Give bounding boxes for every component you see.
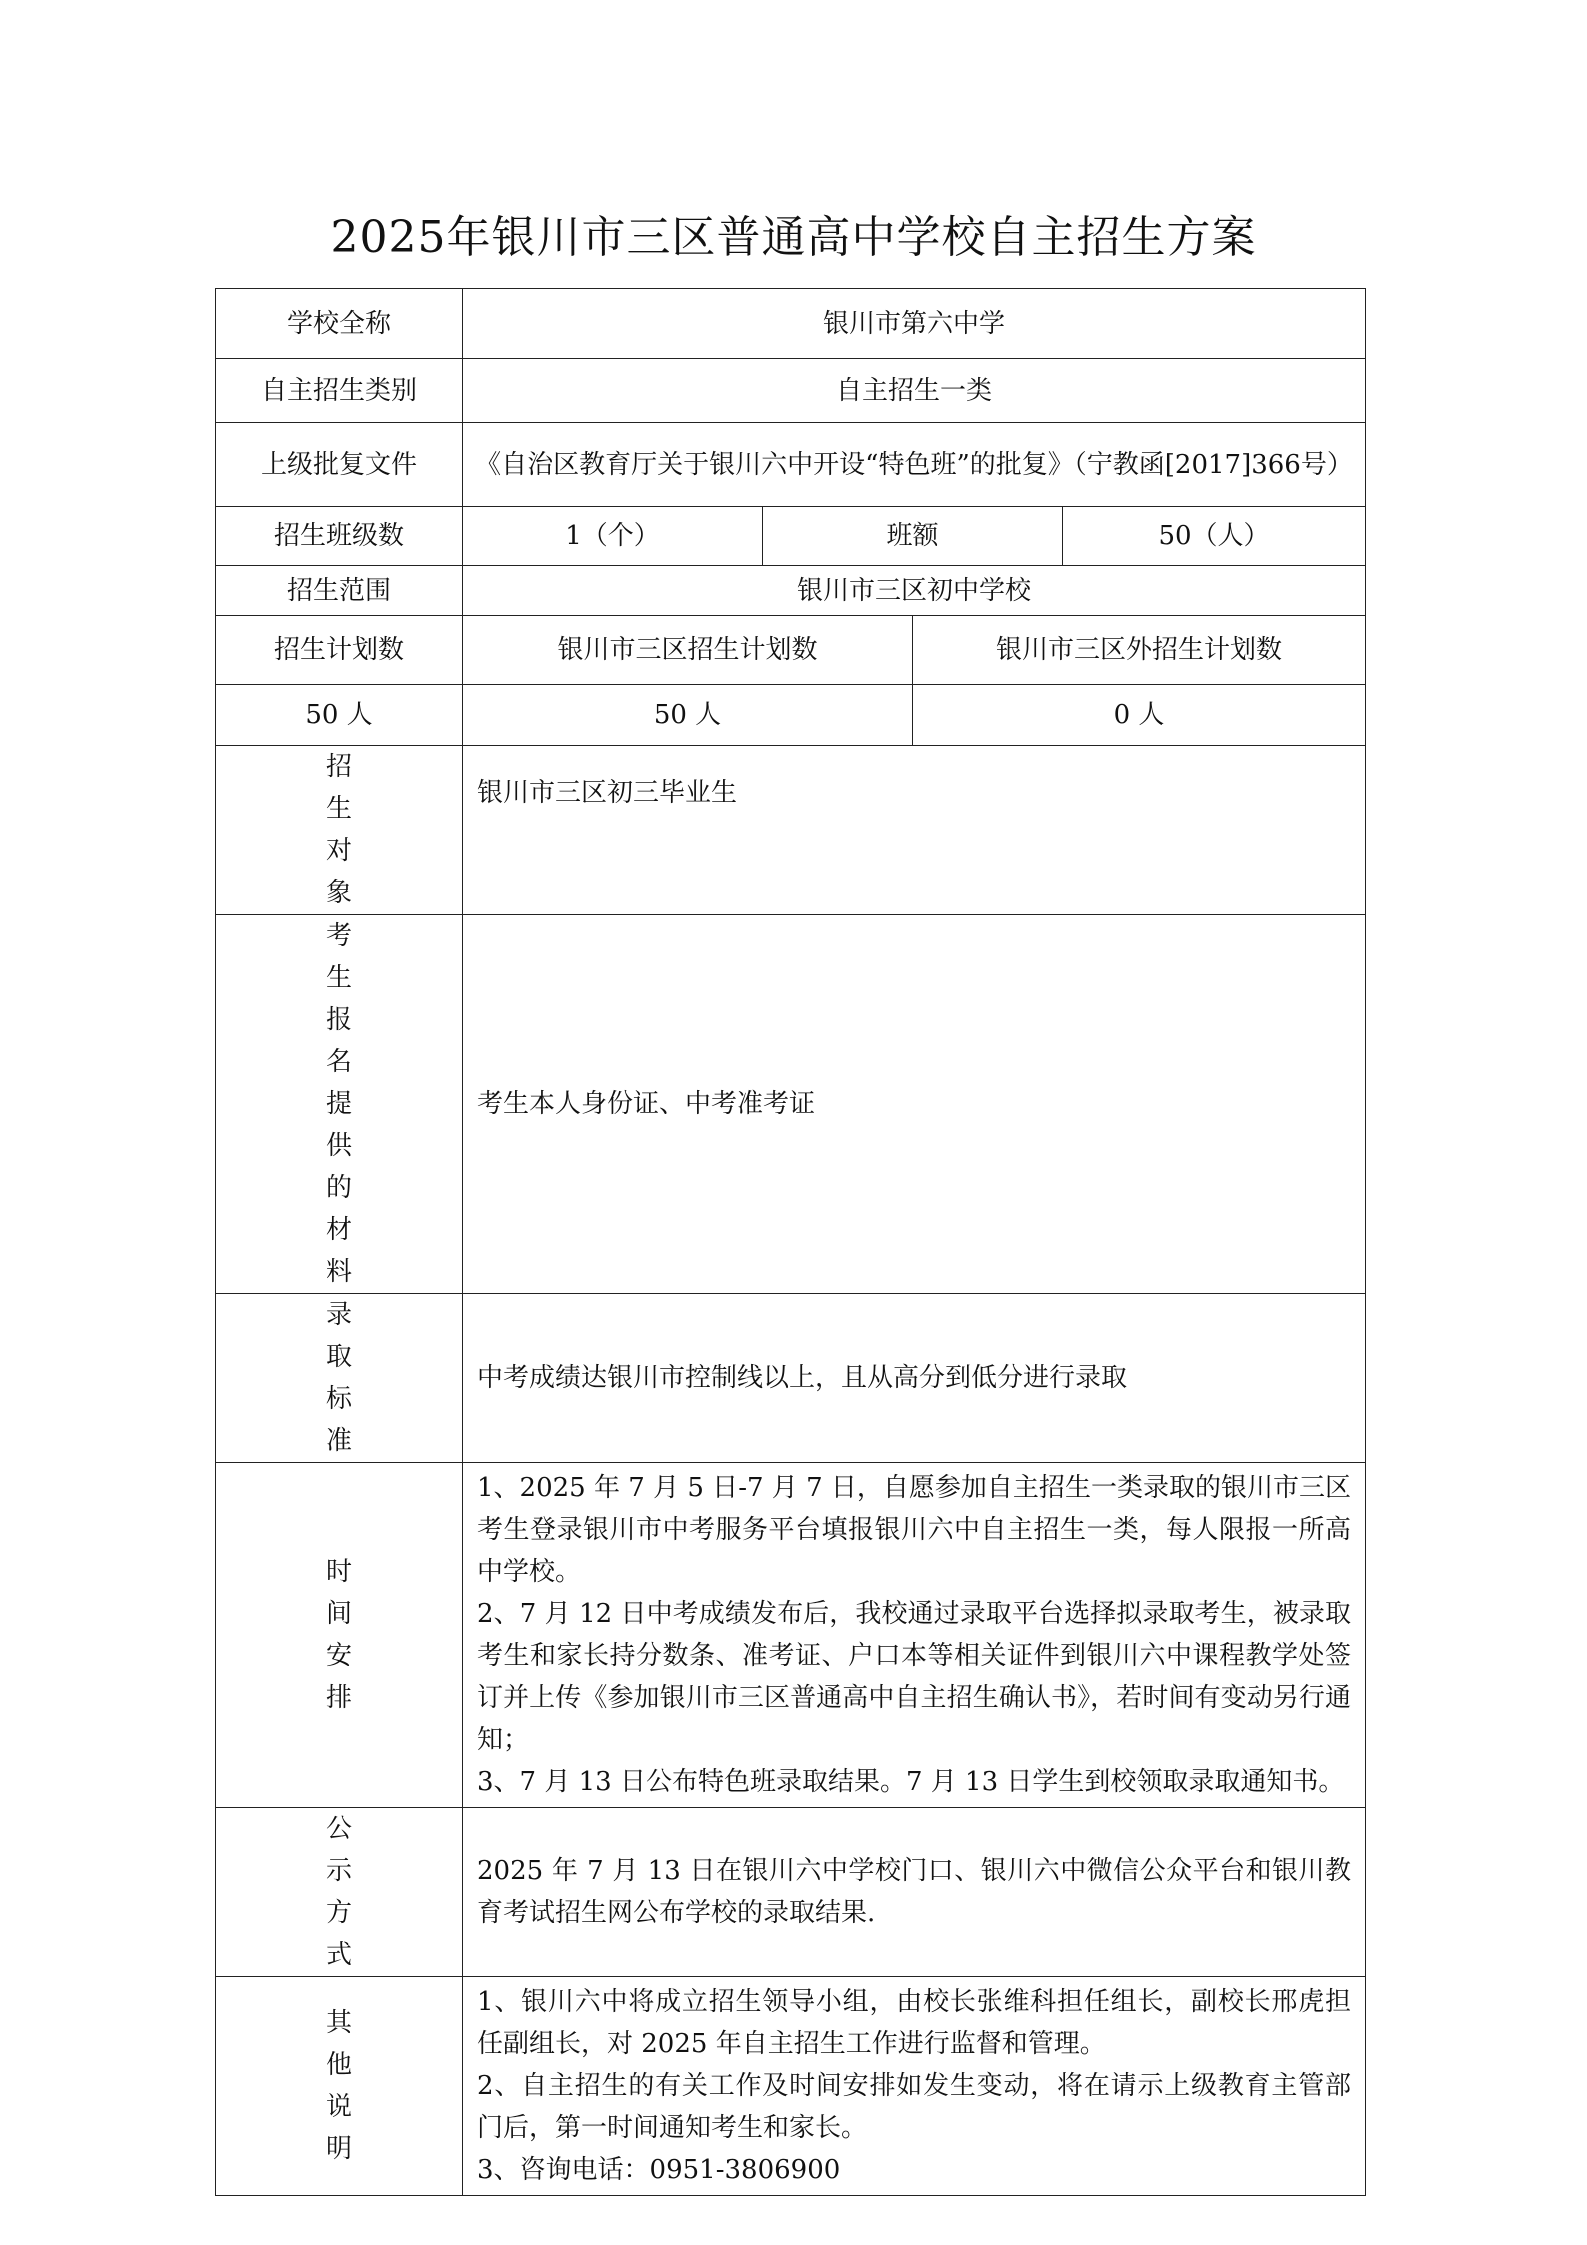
class-size-value: 50（人）: [1063, 507, 1366, 566]
schedule-item: 1、2025 年 7 月 5 日-7 月 7 日，自愿参加自主招生一类录取的银川市三区考生登录银川市中考服务平台填报银川六中自主招生一类，每人限报一所高中学校。: [477, 1473, 1352, 1587]
schedule-item: 2、7 月 12 日中考成绩发布后，我校通过录取平台选择拟录取考生，被录取考生和家长持分数条、准考证、户口本等相关证件到银川六中课程教学处签订并上传《参加银川市三区普通高中自主招生确认书》，若时间有变动另行通知；: [477, 1599, 1352, 1755]
category-value: 自主招生一类: [463, 359, 1366, 423]
schedule-value: [463, 1463, 1366, 1808]
schedule-label: 时间安排: [216, 1463, 463, 1808]
other-item: 1、银川六中将成立招生领导小组，由校长张维科担任组长，副校长邢虎担任副组长，对 2025 年自主招生工作进行监督和管理。: [477, 1987, 1352, 2059]
row-approval: [216, 423, 1366, 507]
approval-value: 《自治区教育厅关于银川六中开设“特色班”的批复》（宁教函[2017]366号）: [463, 423, 1366, 507]
row-standard: [216, 1294, 1366, 1463]
standard-label: 录取标准: [216, 1294, 463, 1463]
plan-inside-label: 银川市三区招生计划数: [463, 616, 913, 685]
materials-label: 考生报名提供的材料: [216, 915, 463, 1294]
standard-value: 中考成绩达银川市控制线以上，且从高分到低分进行录取: [463, 1294, 1366, 1463]
category-label: 自主招生类别: [216, 359, 463, 423]
plan-outside-value: 0 人: [913, 685, 1366, 746]
row-other: [216, 1977, 1366, 2196]
plan-outside-label: 银川市三区外招生计划数: [913, 616, 1366, 685]
target-value: 银川市三区初三毕业生: [463, 746, 1366, 915]
other-value: [463, 1977, 1366, 2196]
row-target: [216, 746, 1366, 915]
row-publicity: [216, 1808, 1366, 1977]
scope-value: 银川市三区初中学校: [463, 566, 1366, 616]
row-category: [216, 359, 1366, 423]
plan-inside-value: 50 人: [463, 685, 913, 746]
other-item: 3、咨询电话：0951-3806900: [477, 2155, 841, 2185]
materials-value: 考生本人身份证、中考准考证: [463, 915, 1366, 1294]
row-plan: [216, 616, 1366, 685]
publicity-label: 公示方式: [216, 1808, 463, 1977]
schedule-item: 3、7 月 13 日公布特色班录取结果。7 月 13 日学生到校领取录取通知书。: [477, 1767, 1345, 1797]
publicity-value: 2025 年 7 月 13 日在银川六中学校门口、银川六中微信公众平台和银川教育考试招生网公布学校的录取结果.: [463, 1808, 1366, 1977]
row-classes: [216, 507, 1366, 566]
row-school-name: [216, 289, 1366, 359]
plan-total-value: 50 人: [216, 685, 463, 746]
other-label: 其他说明: [216, 1977, 463, 2196]
target-label: 招生对象: [216, 746, 463, 915]
class-size-label: 班额: [763, 507, 1063, 566]
admission-plan-table: [215, 288, 1366, 2196]
approval-label: 上级批复文件: [216, 423, 463, 507]
row-plan-values: [216, 685, 1366, 746]
scope-label: 招生范围: [216, 566, 463, 616]
document-title: 2025年银川市三区普通高中学校自主招生方案: [330, 212, 1257, 263]
classes-label: 招生班级数: [216, 507, 463, 566]
plan-label: 招生计划数: [216, 616, 463, 685]
school-name-label: 学校全称: [216, 289, 463, 359]
classes-count: 1（个）: [463, 507, 763, 566]
row-scope: [216, 566, 1366, 616]
school-name-value: 银川市第六中学: [463, 289, 1366, 359]
other-item: 2、自主招生的有关工作及时间安排如发生变动，将在请示上级教育主管部门后，第一时间通知考生和家长。: [477, 2071, 1352, 2143]
row-schedule: [216, 1463, 1366, 1808]
row-materials: [216, 915, 1366, 1294]
